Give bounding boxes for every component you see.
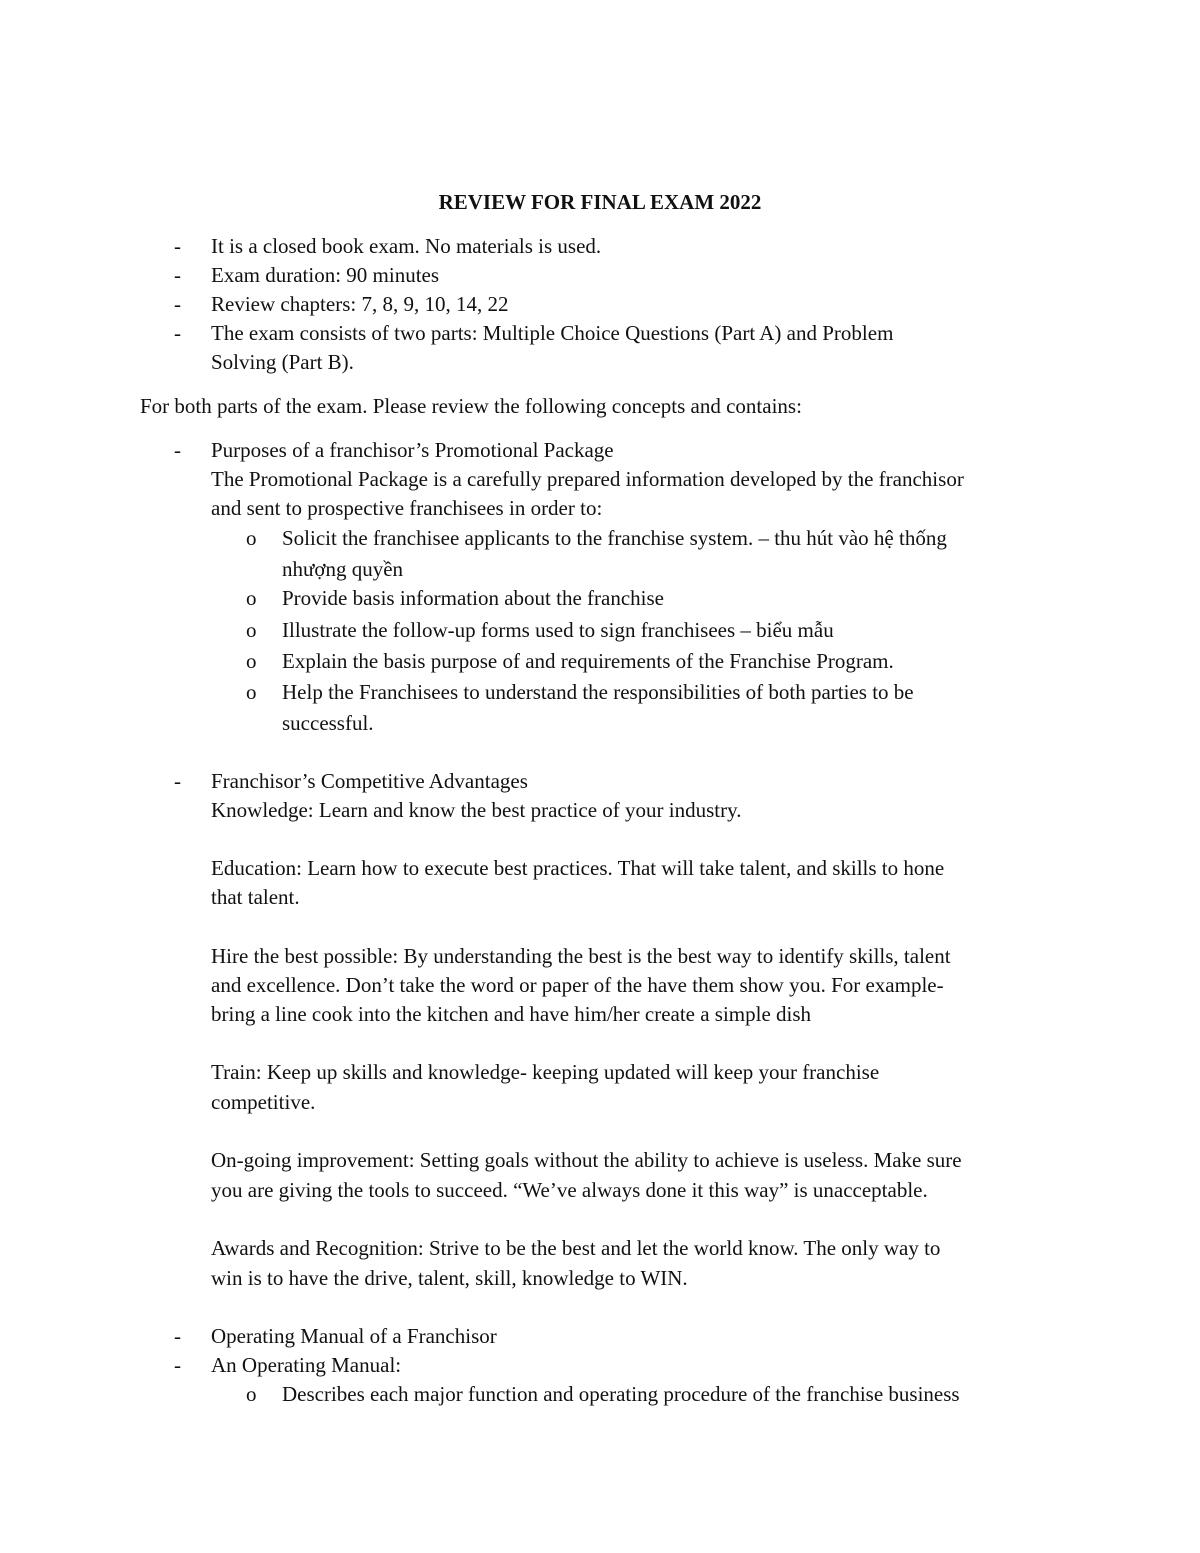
manual-item: Describes each major function and operating procedure of the franchise business bbox=[282, 1382, 960, 1406]
advantage-line: Awards and Recognition: Strive to be the best and let the world know. The only way to bbox=[211, 1236, 941, 1260]
promo-heading: Purposes of a franchisor’s Promotional Package bbox=[211, 438, 614, 462]
advantage-line: bring a line cook into the kitchen and have him/her create a simple dish bbox=[211, 1002, 812, 1026]
bullet-marker: - bbox=[174, 769, 181, 793]
promo-item-continuation: nhượng quyền bbox=[282, 557, 404, 581]
sub-bullet-marker: o bbox=[246, 649, 257, 673]
bullet-marker: - bbox=[174, 292, 181, 316]
promo-item-continuation: successful. bbox=[282, 711, 374, 735]
promo-item: Explain the basis purpose of and requirements of the Franchise Program. bbox=[282, 649, 894, 673]
exam-info-item: Review chapters: 7, 8, 9, 10, 14, 22 bbox=[211, 292, 509, 316]
bullet-marker: - bbox=[174, 1353, 181, 1377]
bullet-marker: - bbox=[174, 1324, 181, 1348]
sub-bullet-marker: o bbox=[246, 618, 257, 642]
advantage-line: you are giving the tools to succeed. “We’ve always done it this way” is unacceptable. bbox=[211, 1178, 928, 1202]
advantage-line: On-going improvement: Setting goals without the ability to achieve is useless. Make sure bbox=[211, 1148, 962, 1172]
manual-heading: Operating Manual of a Franchisor bbox=[211, 1324, 497, 1348]
manual-heading: An Operating Manual: bbox=[211, 1353, 402, 1377]
sub-bullet-marker: o bbox=[246, 1382, 257, 1406]
promo-item: Solicit the franchisee applicants to the franchise system. – thu hút vào hệ thống bbox=[282, 526, 947, 550]
intro-paragraph: For both parts of the exam. Please review the following concepts and contains: bbox=[140, 394, 802, 418]
advantages-heading: Franchisor’s Competitive Advantages bbox=[211, 769, 528, 793]
advantage-line: win is to have the drive, talent, skill, knowledge to WIN. bbox=[211, 1266, 688, 1290]
bullet-marker: - bbox=[174, 321, 181, 345]
advantage-line: competitive. bbox=[211, 1090, 316, 1114]
sub-bullet-marker: o bbox=[246, 586, 257, 610]
bullet-marker: - bbox=[174, 438, 181, 462]
promo-item: Help the Franchisees to understand the responsibilities of both parties to be bbox=[282, 680, 914, 704]
advantage-line: and excellence. Don’t take the word or paper of the have them show you. For example- bbox=[211, 973, 944, 997]
advantage-line: Hire the best possible: By understanding the best is the best way to identify skills, talent bbox=[211, 944, 951, 968]
document-title: REVIEW FOR FINAL EXAM 2022 bbox=[438, 190, 762, 214]
promo-description: The Promotional Package is a carefully prepared information developed by the franchisor bbox=[211, 467, 964, 491]
bullet-marker: - bbox=[174, 234, 181, 258]
promo-item: Illustrate the follow-up forms used to sign franchisees – biểu mẫu bbox=[282, 618, 834, 642]
promo-item: Provide basis information about the franchise bbox=[282, 586, 664, 610]
sub-bullet-marker: o bbox=[246, 526, 257, 550]
advantage-line: Train: Keep up skills and knowledge- keeping updated will keep your franchise bbox=[211, 1060, 880, 1084]
advantage-line: that talent. bbox=[211, 885, 300, 909]
exam-info-item: It is a closed book exam. No materials is used. bbox=[211, 234, 602, 258]
exam-info-item: The exam consists of two parts: Multiple Choice Questions (Part A) and Problem bbox=[211, 321, 894, 345]
exam-info-item: Exam duration: 90 minutes bbox=[211, 263, 440, 287]
advantage-line: Education: Learn how to execute best practices. That will take talent, and skills to hone bbox=[211, 856, 945, 880]
promo-description: and sent to prospective franchisees in order to: bbox=[211, 496, 603, 520]
bullet-marker: - bbox=[174, 263, 181, 287]
exam-info-item-continuation: Solving (Part B). bbox=[211, 350, 354, 374]
sub-bullet-marker: o bbox=[246, 680, 257, 704]
advantage-line: Knowledge: Learn and know the best practice of your industry. bbox=[211, 798, 742, 822]
